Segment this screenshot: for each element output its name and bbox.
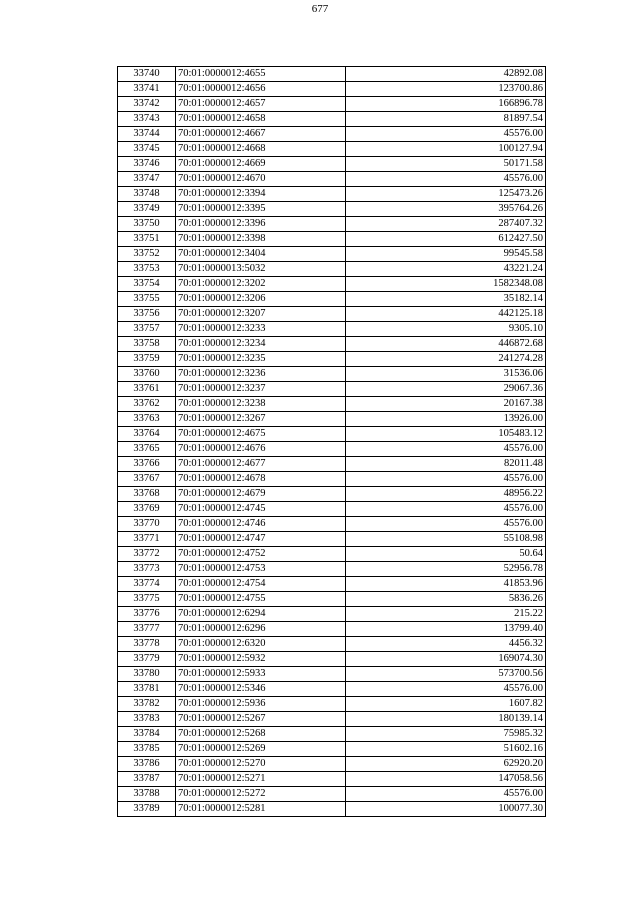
row-number-cell: 33753: [118, 262, 176, 277]
cadastral-number-cell: 70:01:0000012:3396: [176, 217, 346, 232]
value-cell: 5836.26: [346, 592, 546, 607]
row-number-cell: 33748: [118, 187, 176, 202]
row-number-cell: 33749: [118, 202, 176, 217]
cadastral-number-cell: 70:01:0000012:5271: [176, 772, 346, 787]
table-row: [118, 157, 546, 172]
row-number-cell: 33780: [118, 667, 176, 682]
table-row: [118, 637, 546, 652]
table-row: [118, 82, 546, 97]
table-row: [118, 472, 546, 487]
table-row: [118, 787, 546, 802]
value-cell: 99545.58: [346, 247, 546, 262]
cadastral-number-cell: 70:01:0000012:6320: [176, 637, 346, 652]
value-cell: 82011.48: [346, 457, 546, 472]
row-number-cell: 33767: [118, 472, 176, 487]
table-row: [118, 367, 546, 382]
value-cell: 147058.56: [346, 772, 546, 787]
cadastral-number-cell: 70:01:0000012:4676: [176, 442, 346, 457]
value-cell: 62920.20: [346, 757, 546, 772]
row-number-cell: 33777: [118, 622, 176, 637]
row-number-cell: 33782: [118, 697, 176, 712]
cadastral-number-cell: 70:01:0000012:6294: [176, 607, 346, 622]
value-cell: 20167.38: [346, 397, 546, 412]
row-number-cell: 33772: [118, 547, 176, 562]
value-cell: 48956.22: [346, 487, 546, 502]
registry-table-body: [118, 67, 546, 817]
cadastral-number-cell: 70:01:0000012:3404: [176, 247, 346, 262]
page-number: 677: [311, 3, 329, 15]
table-row: [118, 712, 546, 727]
value-cell: 45576.00: [346, 472, 546, 487]
row-number-cell: 33745: [118, 142, 176, 157]
table-row: [118, 562, 546, 577]
value-cell: 180139.14: [346, 712, 546, 727]
value-cell: 166896.78: [346, 97, 546, 112]
value-cell: 442125.18: [346, 307, 546, 322]
row-number-cell: 33758: [118, 337, 176, 352]
row-number-cell: 33768: [118, 487, 176, 502]
cadastral-number-cell: 70:01:0000012:4657: [176, 97, 346, 112]
value-cell: 45576.00: [346, 517, 546, 532]
table-row: [118, 142, 546, 157]
table-row: [118, 577, 546, 592]
table-row: [118, 127, 546, 142]
value-cell: 45576.00: [346, 787, 546, 802]
cadastral-number-cell: 70:01:0000012:3398: [176, 232, 346, 247]
row-number-cell: 33754: [118, 277, 176, 292]
value-cell: 29067.36: [346, 382, 546, 397]
value-cell: 241274.28: [346, 352, 546, 367]
cadastral-number-cell: 70:01:0000012:3394: [176, 187, 346, 202]
table-row: [118, 247, 546, 262]
cadastral-number-cell: 70:01:0000012:5268: [176, 727, 346, 742]
table-row: [118, 67, 546, 82]
table-row: [118, 322, 546, 337]
cadastral-number-cell: 70:01:0000012:4670: [176, 172, 346, 187]
table-row: [118, 397, 546, 412]
cadastral-number-cell: 70:01:0000012:3207: [176, 307, 346, 322]
row-number-cell: 33741: [118, 82, 176, 97]
table-row: [118, 652, 546, 667]
table-row: [118, 742, 546, 757]
table-row: [118, 307, 546, 322]
cadastral-number-cell: 70:01:0000012:5272: [176, 787, 346, 802]
row-number-cell: 33786: [118, 757, 176, 772]
value-cell: 1607.82: [346, 697, 546, 712]
cadastral-number-cell: 70:01:0000012:4746: [176, 517, 346, 532]
row-number-cell: 33743: [118, 112, 176, 127]
cadastral-number-cell: 70:01:0000012:3267: [176, 412, 346, 427]
table-row: [118, 262, 546, 277]
value-cell: 45576.00: [346, 682, 546, 697]
value-cell: 45576.00: [346, 442, 546, 457]
table-row: [118, 667, 546, 682]
table-row: [118, 217, 546, 232]
cadastral-number-cell: 70:01:0000012:3235: [176, 352, 346, 367]
cadastral-number-cell: 70:01:0000012:3237: [176, 382, 346, 397]
row-number-cell: 33781: [118, 682, 176, 697]
cadastral-number-cell: 70:01:0000012:4753: [176, 562, 346, 577]
row-number-cell: 33773: [118, 562, 176, 577]
table-row: [118, 517, 546, 532]
cadastral-number-cell: 70:01:0000012:4752: [176, 547, 346, 562]
value-cell: 105483.12: [346, 427, 546, 442]
row-number-cell: 33762: [118, 397, 176, 412]
table-row: [118, 487, 546, 502]
value-cell: 13926.00: [346, 412, 546, 427]
row-number-cell: 33779: [118, 652, 176, 667]
table-row: [118, 442, 546, 457]
row-number-cell: 33770: [118, 517, 176, 532]
row-number-cell: 33771: [118, 532, 176, 547]
value-cell: 169074.30: [346, 652, 546, 667]
value-cell: 55108.98: [346, 532, 546, 547]
value-cell: 9305.10: [346, 322, 546, 337]
cadastral-number-cell: 70:01:0000012:5936: [176, 697, 346, 712]
row-number-cell: 33742: [118, 97, 176, 112]
table-row: [118, 412, 546, 427]
cadastral-number-cell: 70:01:0000012:4755: [176, 592, 346, 607]
table-row: [118, 292, 546, 307]
row-number-cell: 33787: [118, 772, 176, 787]
value-cell: 395764.26: [346, 202, 546, 217]
cadastral-number-cell: 70:01:0000012:3236: [176, 367, 346, 382]
table-row: [118, 592, 546, 607]
value-cell: 123700.86: [346, 82, 546, 97]
cadastral-number-cell: 70:01:0000012:6296: [176, 622, 346, 637]
row-number-cell: 33778: [118, 637, 176, 652]
table-row: [118, 187, 546, 202]
value-cell: 41853.96: [346, 577, 546, 592]
row-number-cell: 33740: [118, 67, 176, 82]
table-row: [118, 172, 546, 187]
value-cell: 31536.06: [346, 367, 546, 382]
table-row: [118, 337, 546, 352]
table-row: [118, 622, 546, 637]
cadastral-number-cell: 70:01:0000012:4747: [176, 532, 346, 547]
row-number-cell: 33774: [118, 577, 176, 592]
table-row: [118, 697, 546, 712]
row-number-cell: 33763: [118, 412, 176, 427]
table-row: [118, 382, 546, 397]
table-row: [118, 277, 546, 292]
cadastral-number-cell: 70:01:0000012:4667: [176, 127, 346, 142]
cadastral-number-cell: 70:01:0000012:4656: [176, 82, 346, 97]
row-number-cell: 33750: [118, 217, 176, 232]
cadastral-number-cell: 70:01:0000012:4675: [176, 427, 346, 442]
row-number-cell: 33788: [118, 787, 176, 802]
table-row: [118, 112, 546, 127]
row-number-cell: 33760: [118, 367, 176, 382]
row-number-cell: 33746: [118, 157, 176, 172]
value-cell: 4456.32: [346, 637, 546, 652]
row-number-cell: 33755: [118, 292, 176, 307]
cadastral-number-cell: 70:01:0000012:5932: [176, 652, 346, 667]
table-row: [118, 547, 546, 562]
table-row: [118, 682, 546, 697]
row-number-cell: 33764: [118, 427, 176, 442]
value-cell: 35182.14: [346, 292, 546, 307]
table-row: [118, 757, 546, 772]
row-number-cell: 33765: [118, 442, 176, 457]
value-cell: 45576.00: [346, 502, 546, 517]
row-number-cell: 33752: [118, 247, 176, 262]
table-row: [118, 802, 546, 817]
table-row: [118, 457, 546, 472]
row-number-cell: 33783: [118, 712, 176, 727]
value-cell: 100077.30: [346, 802, 546, 817]
cadastral-number-cell: 70:01:0000012:4655: [176, 67, 346, 82]
table-row: [118, 607, 546, 622]
cadastral-number-cell: 70:01:0000012:3238: [176, 397, 346, 412]
value-cell: 75985.32: [346, 727, 546, 742]
cadastral-number-cell: 70:01:0000012:5346: [176, 682, 346, 697]
value-cell: 52956.78: [346, 562, 546, 577]
cadastral-number-cell: 70:01:0000012:4754: [176, 577, 346, 592]
cadastral-number-cell: 70:01:0000012:4677: [176, 457, 346, 472]
row-number-cell: 33751: [118, 232, 176, 247]
table-row: [118, 202, 546, 217]
value-cell: 1582348.08: [346, 277, 546, 292]
cadastral-number-cell: 70:01:0000012:5269: [176, 742, 346, 757]
row-number-cell: 33747: [118, 172, 176, 187]
row-number-cell: 33769: [118, 502, 176, 517]
table-row: [118, 727, 546, 742]
value-cell: 612427.50: [346, 232, 546, 247]
value-cell: 45576.00: [346, 172, 546, 187]
table-row: [118, 427, 546, 442]
row-number-cell: 33744: [118, 127, 176, 142]
row-number-cell: 33759: [118, 352, 176, 367]
value-cell: 45576.00: [346, 127, 546, 142]
table-row: [118, 502, 546, 517]
cadastral-number-cell: 70:01:0000012:5267: [176, 712, 346, 727]
cadastral-number-cell: 70:01:0000012:4745: [176, 502, 346, 517]
row-number-cell: 33776: [118, 607, 176, 622]
value-cell: 287407.32: [346, 217, 546, 232]
row-number-cell: 33756: [118, 307, 176, 322]
value-cell: 50171.58: [346, 157, 546, 172]
cadastral-number-cell: 70:01:0000012:4678: [176, 472, 346, 487]
table-row: [118, 352, 546, 367]
table-row: [118, 232, 546, 247]
value-cell: 81897.54: [346, 112, 546, 127]
table-row: [118, 772, 546, 787]
row-number-cell: 33789: [118, 802, 176, 817]
value-cell: 573700.56: [346, 667, 546, 682]
value-cell: 100127.94: [346, 142, 546, 157]
row-number-cell: 33784: [118, 727, 176, 742]
cadastral-number-cell: 70:01:0000012:3206: [176, 292, 346, 307]
value-cell: 43221.24: [346, 262, 546, 277]
row-number-cell: 33766: [118, 457, 176, 472]
table-row: [118, 532, 546, 547]
cadastral-number-cell: 70:01:0000012:5281: [176, 802, 346, 817]
value-cell: 215.22: [346, 607, 546, 622]
cadastral-number-cell: 70:01:0000012:4668: [176, 142, 346, 157]
cadastral-number-cell: 70:01:0000012:4658: [176, 112, 346, 127]
cadastral-number-cell: 70:01:0000012:5270: [176, 757, 346, 772]
value-cell: 42892.08: [346, 67, 546, 82]
value-cell: 51602.16: [346, 742, 546, 757]
value-cell: 125473.26: [346, 187, 546, 202]
cadastral-number-cell: 70:01:0000012:5933: [176, 667, 346, 682]
row-number-cell: 33757: [118, 322, 176, 337]
cadastral-number-cell: 70:01:0000012:3395: [176, 202, 346, 217]
row-number-cell: 33785: [118, 742, 176, 757]
cadastral-number-cell: 70:01:0000012:3234: [176, 337, 346, 352]
cadastral-number-cell: 70:01:0000013:5032: [176, 262, 346, 277]
value-cell: 50.64: [346, 547, 546, 562]
value-cell: 446872.68: [346, 337, 546, 352]
cadastral-number-cell: 70:01:0000012:4669: [176, 157, 346, 172]
row-number-cell: 33775: [118, 592, 176, 607]
value-cell: 13799.40: [346, 622, 546, 637]
table-row: [118, 97, 546, 112]
cadastral-number-cell: 70:01:0000012:3233: [176, 322, 346, 337]
row-number-cell: 33761: [118, 382, 176, 397]
registry-table: [117, 66, 546, 817]
cadastral-number-cell: 70:01:0000012:3202: [176, 277, 346, 292]
cadastral-number-cell: 70:01:0000012:4679: [176, 487, 346, 502]
